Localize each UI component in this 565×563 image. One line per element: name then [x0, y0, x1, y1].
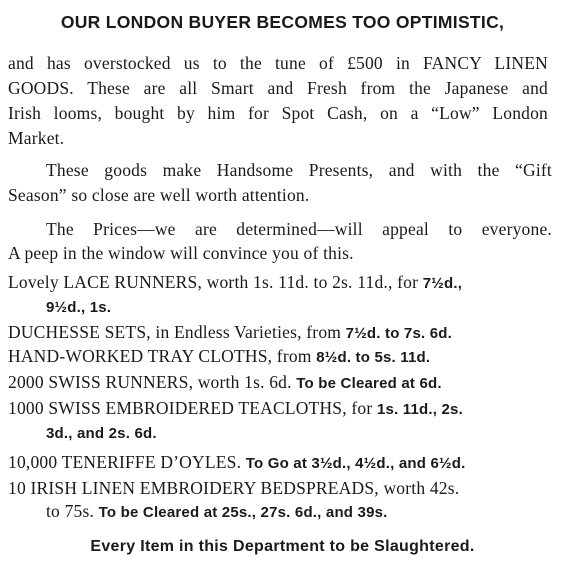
item-swiss-runners: [8, 372, 442, 394]
para1-line-1: and has overstocked us to the tune of £500 in FANCY LINEN: [8, 53, 548, 73]
item-teacloths-price: 1s. 11d., 2s.: [376, 401, 463, 418]
item-doyles: [8, 452, 465, 474]
item-teacloths: [8, 398, 463, 420]
item-lace-runners-cont: [46, 296, 111, 318]
para3-line-1: The Prices—we are determined—will appeal to everyone.: [46, 219, 552, 239]
item-bedspreads-text: 10 IRISH LINEN EMBROIDERY BEDSPREADS, worth 42s.: [8, 478, 460, 498]
footer-slogan: Every Item in this Department to be Slaughtered.: [90, 538, 475, 555]
item-bedspreads-price: To be Cleared at 25s., 27s. 6d., and 39s.: [98, 504, 388, 521]
item-duchesse-sets: [8, 322, 452, 344]
item-tray-cloths: [8, 346, 430, 368]
item-lace-runners-text: Lovely LACE RUNNERS, worth 1s. 11d. to 2s. 11d., for: [8, 272, 419, 292]
para1-line-3: Irish looms, bought by him for Spot Cash, on a “Low” London: [8, 103, 548, 123]
item-tray-cloths-price: 8½d. to 5s. 11d.: [316, 349, 431, 366]
item-swiss-runners-text: 2000 SWISS RUNNERS, worth 1s. 6d.: [8, 372, 292, 392]
item-doyles-price: To Go at 3½d., 4½d., and 6½d.: [245, 455, 466, 472]
item-duchesse-text: DUCHESSE SETS, in Endless Varieties, from: [8, 322, 342, 342]
item-bedspreads-cont: [46, 501, 388, 523]
para2-line-1: These goods make Handsome Presents, and with the “Gift: [46, 160, 552, 180]
item-bedspreads: [8, 478, 459, 498]
item-teacloths-price-cont: 3d., and 2s. 6d.: [46, 425, 157, 442]
para1-line-2: GOODS. These are all Smart and Fresh from the Japanese and: [8, 78, 548, 98]
para2-line-2: Season” so close are well worth attention.: [8, 185, 310, 205]
para3-line-2: A peep in the window will convince you of this.: [8, 243, 354, 263]
item-tray-cloths-text: HAND-WORKED TRAY CLOTHS, from: [8, 346, 312, 366]
item-lace-runners-price: 7½d.,: [422, 275, 463, 292]
item-swiss-runners-price: To be Cleared at 6d.: [296, 375, 442, 392]
item-teacloths-text: 1000 SWISS EMBROIDERED TEACLOTHS, for: [8, 398, 373, 418]
item-teacloths-cont: [46, 422, 157, 444]
item-bedspreads-text-cont: to 75s.: [46, 501, 95, 521]
headline: OUR LONDON BUYER BECOMES TOO OPTIMISTIC,: [60, 12, 505, 32]
item-doyles-text: 10,000 TENERIFFE D’OYLES.: [8, 452, 242, 472]
item-lace-runners: [8, 272, 462, 294]
para1-line-4: Market.: [8, 128, 65, 148]
item-lace-runners-price-cont: 9½d., 1s.: [46, 299, 112, 316]
item-duchesse-price: 7½d. to 7s. 6d.: [345, 325, 453, 342]
